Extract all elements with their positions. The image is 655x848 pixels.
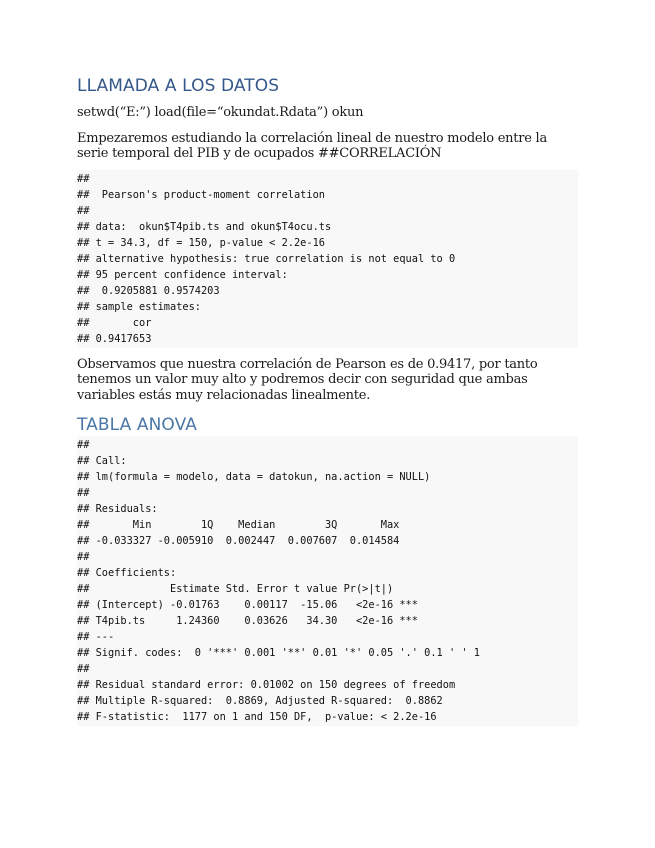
code-line: ## Estimate Std. Error t value Pr(>|t|) (77, 583, 394, 595)
document-content (77, 76, 578, 726)
code-line: ## data: okun$T4pib.ts and okun$T4ocu.ts (77, 220, 332, 233)
code-line: ## -0.033327 -0.005910 0.002447 0.007607 0.014584 (77, 535, 400, 547)
code-line: ## cor (77, 316, 152, 329)
code-line: ## Min 1Q Median 3Q Max (77, 519, 400, 531)
code-line: ## T4pib.ts 1.24360 0.03626 34.30 <2e-16 *** (77, 615, 418, 627)
code-line: ## (77, 551, 90, 563)
code-line: ## t = 34.3, df = 150, p-value < 2.2e-16 (77, 236, 325, 249)
code-line: ## Residual standard error: 0.01002 on 150 degrees of freedom (77, 679, 456, 691)
code-line: ## Coefficients: (77, 567, 177, 579)
code-line: ## Call: (77, 455, 127, 467)
code-line: ## (77, 439, 90, 451)
heading-tabla-anova: TABLA ANOVA (77, 415, 197, 435)
code-line: ## Residuals: (77, 503, 158, 515)
setwd-load-paragraph: setwd(“E:”) load(file=“okundat.Rdata”) okun (77, 105, 364, 120)
code-line: ## 0.9205881 0.9574203 (77, 284, 220, 297)
code-line: ## (Intercept) -0.01763 0.00117 -15.06 <2e-16 *** (77, 599, 418, 611)
code-line: ## alternative hypothesis: true correlation is not equal to 0 (77, 252, 456, 265)
code-line: ## F-statistic: 1177 on 1 and 150 DF, p-value: < 2.2e-16 (77, 711, 437, 723)
code-line: ## 0.9417653 (77, 332, 152, 345)
code-line: ## (77, 172, 90, 185)
intro-paragraph: Empezaremos estudiando la correlación lineal de nuestro modelo entre la serie temporal del PIB y de ocupados ##CORRELACIÓN (77, 130, 547, 161)
code-line: ## (77, 487, 90, 499)
code-line: ## Pearson's product-moment correlation (77, 188, 325, 201)
conclusion-paragraph: Observamos que nuestra correlación de Pearson es de 0.9417, por tanto tenemos un valor muy alto y podremos decir con seguridad que ambas variables estás muy relacionadas linealmente. (77, 356, 538, 403)
code-line: ## --- (77, 631, 115, 643)
correlation-output-block (77, 170, 578, 348)
code-line: ## 95 percent confidence interval: (77, 268, 288, 281)
code-line: ## Multiple R-squared: 0.8869, Adjusted R-squared: 0.8862 (77, 695, 443, 707)
heading-llamada-datos: LLAMADA A LOS DATOS (77, 76, 280, 96)
code-line: ## sample estimates: (77, 300, 201, 313)
code-line: ## (77, 204, 90, 217)
code-line: ## Signif. codes: 0 '***' 0.001 '**' 0.01 '*' 0.05 '.' 0.1 ' ' 1 (77, 647, 480, 659)
anova-output-block (77, 436, 578, 726)
code-line: ## lm(formula = modelo, data = datokun, na.action = NULL) (77, 471, 431, 483)
code-line: ## (77, 663, 90, 675)
